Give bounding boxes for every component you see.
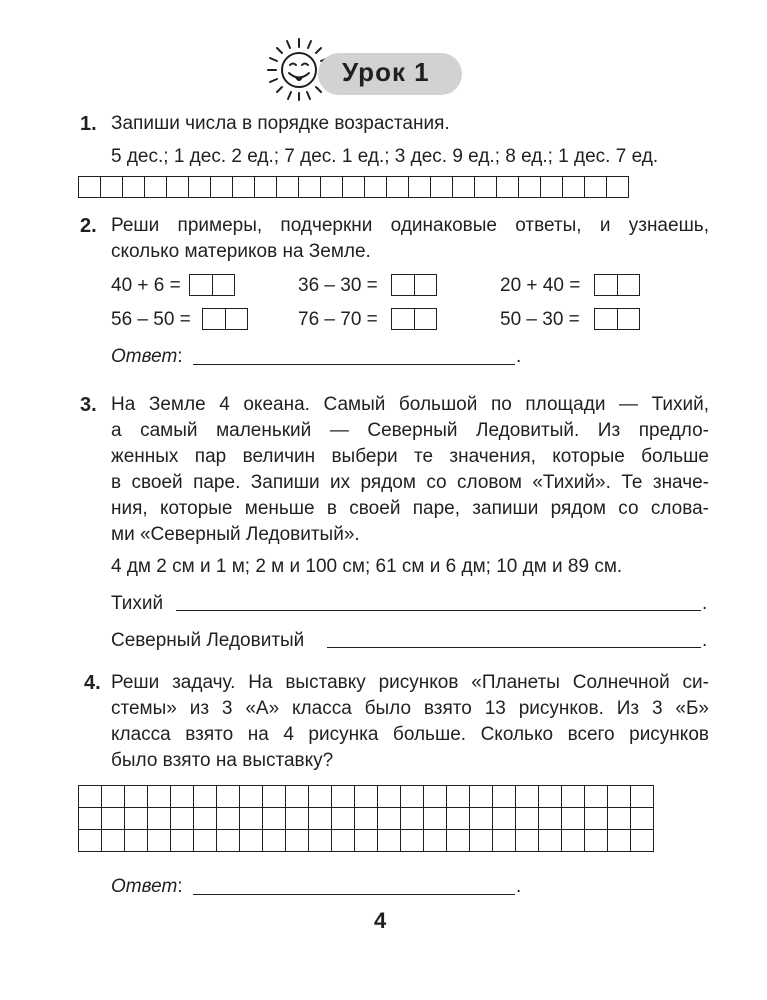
task-4-answer-line[interactable] [193,894,515,895]
task-3-line-5: ния, которые меньше в своей паре, запиши рядом со слова- [111,498,709,519]
example-5: 76 – 70 = [298,309,378,330]
task-3-values: 4 дм 2 см и 1 м; 2 м и 100 см; 61 см и 6 дм; 10 дм и 89 см. [111,556,623,577]
task-4-line-4: было взято на выставку? [111,750,334,771]
answer-box-5[interactable] [391,308,437,330]
task-1-numbers: 5 дес.; 1 дес. 2 ед.; 7 дес. 1 ед.; 3 дес. 9 ед.; 8 ед.; 1 дес. 7 ед. [111,146,659,167]
task-3-line-4: в своей паре. Запиши их рядом со словом «Тихий». Те значе- [111,472,709,493]
task-3-line-1: На Земле 4 океана. Самый большой по площади — Тихий, [111,394,709,415]
answer-box-2[interactable] [391,274,437,296]
example-2: 36 – 30 = [298,275,378,296]
answer-box-3[interactable] [594,274,640,296]
pacific-line-end: . [702,593,708,614]
task-3-line-3: женных пар величин выбери те значения, которые больше [111,446,709,467]
example-6: 50 – 30 = [500,309,580,330]
task-2-answer-end: . [516,346,522,367]
task-4-number: 4. [84,672,101,694]
task-4-line-3: класса взято на 4 рисунка больше. Сколько всего рисунков [111,724,709,745]
task-3-line-6: ми «Северный Ледовитый». [111,524,360,545]
label-pacific: Тихий [111,593,164,614]
task-4-line-2: стемы» из 3 «А» класса было взято 13 рисунков. Из 3 «Б» [111,698,709,719]
task-3-number: 3. [80,394,97,416]
example-1: 40 + 6 = [111,275,181,296]
task-1-text: Запиши числа в порядке возрастания. [111,113,450,134]
task-4-solution-grid[interactable] [78,785,654,852]
lesson-title: Урок 1 [342,57,430,87]
arctic-line-end: . [702,630,708,651]
task-2-text-line-1: Реши примеры, подчеркни одинаковые ответы, и узнаешь, [111,215,709,236]
arctic-answer-line[interactable] [327,647,701,648]
example-3: 20 + 40 = [500,275,581,296]
task-2-answer-label: Ответ: [111,346,183,367]
page-number: 4 [374,908,387,933]
task-1-number: 1. [80,113,97,135]
task-2-text-line-2: сколько материков на Земле. [111,241,371,262]
task-4-answer-end: . [516,876,522,897]
task-4-answer-label: Ответ: [111,876,183,897]
answer-box-1[interactable] [189,274,235,296]
task-2-answer-line[interactable] [193,364,515,365]
task-2-number: 2. [80,215,97,237]
task-4-line-1: Реши задачу. На выставку рисунков «Планеты Солнечной си- [111,672,709,693]
task-1-answer-cells[interactable] [78,176,629,198]
answer-box-4[interactable] [202,308,248,330]
label-arctic: Северный Ледовитый [111,630,305,651]
task-3-line-2: а самый маленький — Северный Ледовитый. Из предло- [111,420,709,441]
pacific-answer-line[interactable] [176,610,701,611]
example-4: 56 – 50 = [111,309,191,330]
answer-box-6[interactable] [594,308,640,330]
